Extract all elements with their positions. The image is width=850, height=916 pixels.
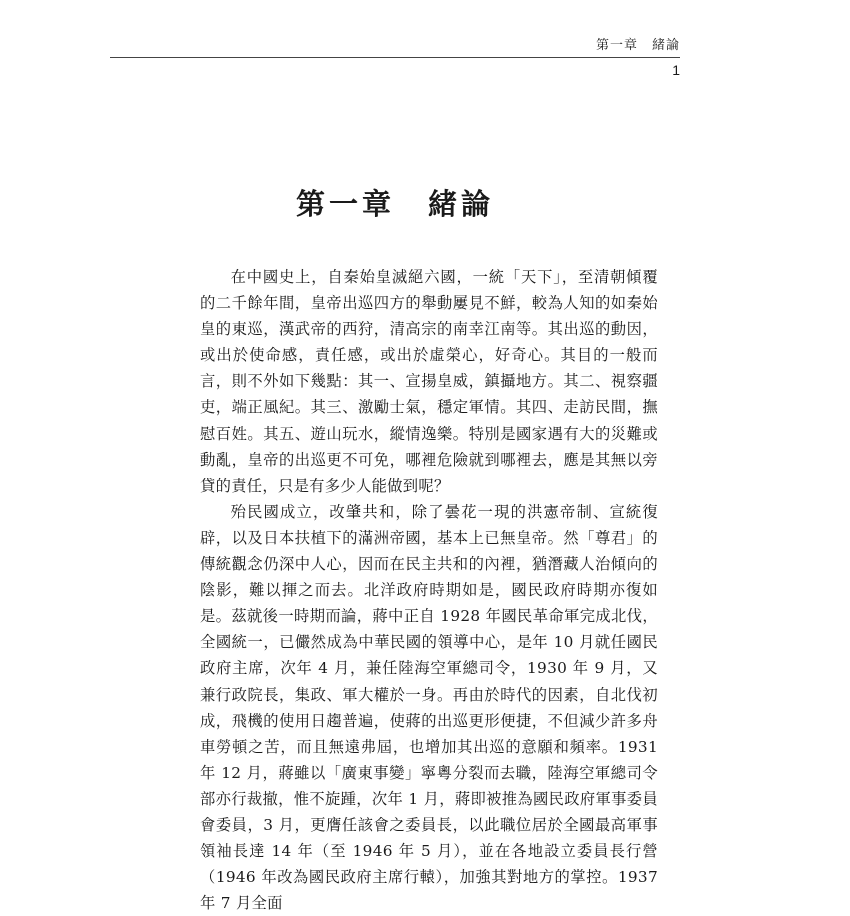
- page-number: 1: [672, 62, 680, 78]
- running-head: 第一章 緒論: [595, 38, 680, 53]
- header-rule: [110, 57, 680, 58]
- paragraph: 殆民國成立，改肇共和，除了曇花一現的洪憲帝制、宣統復辟，以及日本扶植下的滿洲帝國，基本上已無皇帝。然「尊君」的傳統觀念仍深中人心，因而在民主共和的內裡，猶潛藏人治傾向的陰影，難以揮之而去。北洋政府時期如是，國民政府時期亦復如是。茲就後一時期而論，蔣中正自 1928 年國民革命軍完成北伐，全國統一，已儼然成為中華民國的領導中心，是年 10 月就任國民政府主席，次年 4 月，兼任陸海空軍總司令，1930 年 9 月，又兼行政院長，集政、軍大權於一身。再由於時代的因素，自北伐初成，飛機的使用日趨普遍，使蔣的出巡更形便捷，不但減少許多舟車勞頓之苦，而且無遠弗屆，也增加其出巡的意願和頻率。1931 年 12 月，蔣雖以「廣東事變」寧粵分裂而去職，陸海空軍總司令部亦行裁撤，惟不旋踵，次年 1 月，蔣即被推為國民政府軍事委員會委員，3 月，更膺任該會之委員長，以此職位居於全國最高軍事領袖長達 14 年（至 1946 年 5 月），並在各地設立委員長行營（1946 年改為國民政府主席行轅），加強其對地方的掌控。1937 年 7 月全面: [200, 502, 658, 913]
- chapter-title: 第一章 緒論: [295, 187, 494, 221]
- paragraph: 在中國史上，自秦始皇滅絕六國，一統「天下」，至清朝傾覆的二千餘年間，皇帝出巡四方的舉動屢見不鮮，較為人知的如秦始皇的東巡，漢武帝的西狩，清高宗的南幸江南等。其出巡的動因，或出於使命感，責任感，或出於虛榮心，好奇心。其目的一般而言，則不外如下幾點：其一、宣揚皇威，鎮攝地方。其二、視察疆吏，端正風紀。其三、激勵士氣，穩定軍情。其四、走訪民間，撫慰百姓。其五、遊山玩水，縱情逸樂。特別是國家遇有大的災難或動亂，皇帝的出巡更不可免，哪裡危險就到哪裡去，應是其無以旁貸的責任，只是有多少人能做到呢？: [200, 268, 658, 495]
- body-text: [200, 264, 658, 916]
